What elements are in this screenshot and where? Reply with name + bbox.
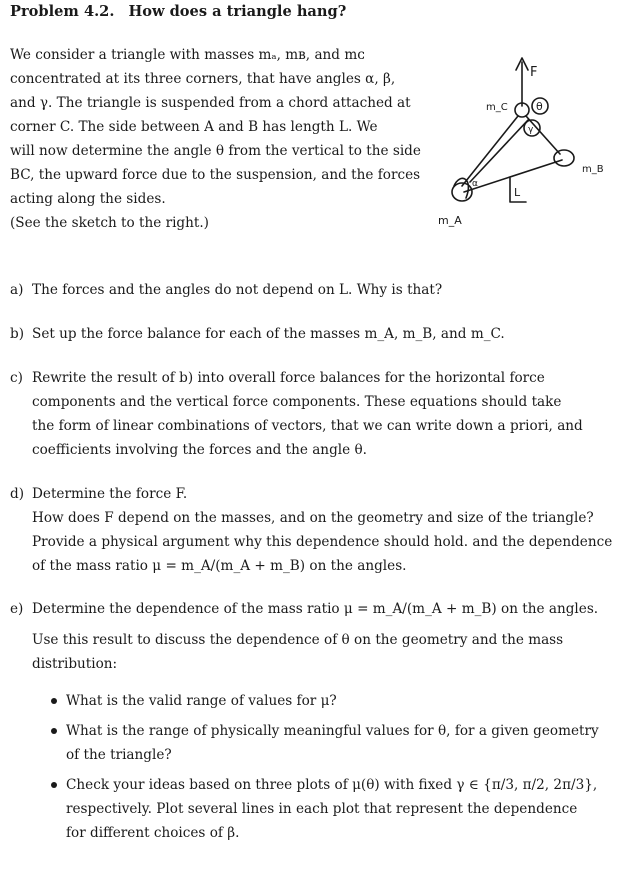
question-label: b): [10, 326, 25, 342]
bullet-dot: [51, 782, 57, 788]
triangle-side-ca: [462, 116, 518, 186]
question-label: c): [10, 370, 23, 386]
bullet-line: Check your ideas based on three plots of μ(θ) with fixed γ ∈ {π/3, π/2, 2π/3},: [66, 777, 598, 793]
problem-intro: [10, 43, 420, 235]
sketch-label-ma: m_A: [438, 214, 462, 227]
intro-line: (See the sketch to the right.): [10, 215, 209, 231]
intro-line: concentrated at its three corners, that have angles α, β,: [10, 71, 396, 87]
intro-line: and γ. The triangle is suspended from a chord attached at: [10, 95, 411, 111]
question-e-line: Use this result to discuss the dependence of θ on the geometry and the mass: [32, 632, 564, 648]
problem-heading: [10, 0, 346, 24]
sketch-label-gamma: γ: [528, 125, 534, 135]
bullet-line: What is the range of physically meaningful values for θ, for a given geometry: [66, 723, 599, 739]
question-b: [10, 322, 605, 346]
sketch-label-mc: m_C: [486, 102, 508, 113]
question-d: [10, 482, 613, 574]
question-b-line: Set up the force balance for each of the masses m_A, m_B, and m_C.: [32, 326, 505, 342]
intro-line: BC, the upward force due to the suspension, and the forces: [10, 167, 421, 183]
corner-b-blob: [554, 150, 574, 166]
bullet-line: What is the valid range of values for μ?: [66, 693, 337, 709]
bullet-dot: [51, 728, 57, 734]
intro-line: corner C. The side between A and B has length L. We: [10, 119, 378, 135]
bullet-line: respectively. Plot several lines in each plot that represent the dependence: [66, 801, 578, 817]
question-d-line: Provide a physical argument why this dependence should hold. and the dependence: [32, 534, 613, 550]
problem-title: How does a triangle hang?: [128, 3, 347, 20]
bullet-item: [50, 773, 598, 845]
question-d-line: How does F depend on the masses, and on the geometry and size of the triangle?: [32, 510, 594, 526]
question-e: [10, 597, 605, 672]
question-label: e): [10, 601, 24, 617]
question-e-line: distribution:: [32, 656, 118, 672]
bullet-line: of the triangle?: [66, 747, 172, 763]
question-c-line: Rewrite the result of b) into overall force balances for the horizontal force: [32, 370, 545, 386]
sketch-label-alpha: α: [472, 179, 478, 189]
triangle-side-ca-inner: [470, 120, 528, 182]
triangle-side-cb: [526, 116, 560, 154]
question-label: a): [10, 282, 24, 298]
problem-number: Problem 4.2.: [10, 3, 115, 20]
question-a-line: The forces and the angles do not depend on L. Why is that?: [32, 282, 443, 298]
sketch-label-l: L: [514, 186, 521, 199]
question-d-line: of the mass ratio μ = m_A/(m_A + m_B) on the angles.: [32, 558, 407, 574]
intro-line: will now determine the angle θ from the vertical to the side: [10, 143, 421, 159]
bullet-item: [50, 689, 590, 713]
corner-a-hook: [454, 178, 468, 198]
question-c: [10, 366, 605, 458]
question-a: [10, 278, 605, 302]
question-c-line: coefficients involving the forces and the angle θ.: [32, 442, 367, 458]
question-c-line: the form of linear combinations of vectors, that we can write down a priori, and: [32, 418, 583, 434]
question-e-bullets: [50, 689, 599, 845]
bullet-item: [50, 719, 599, 767]
sketch-label-mb: m_B: [582, 164, 604, 175]
bullet-dot: [51, 698, 57, 704]
triangle-sketch: [430, 46, 620, 231]
question-c-line: components and the vertical force components. These equations should take: [32, 394, 562, 410]
question-d-line: Determine the force F.: [32, 486, 188, 502]
bullet-line: for different choices of β.: [66, 825, 240, 841]
question-label: d): [10, 486, 25, 502]
intro-line: We consider a triangle with masses mₐ, mʙ, and mᴄ: [10, 47, 365, 63]
sketch-label-f: F: [530, 65, 538, 80]
intro-line: acting along the sides.: [10, 191, 166, 207]
question-e-line: Determine the dependence of the mass ratio μ = m_A/(m_A + m_B) on the angles.: [32, 601, 599, 617]
sketch-label-theta: θ: [536, 100, 543, 113]
